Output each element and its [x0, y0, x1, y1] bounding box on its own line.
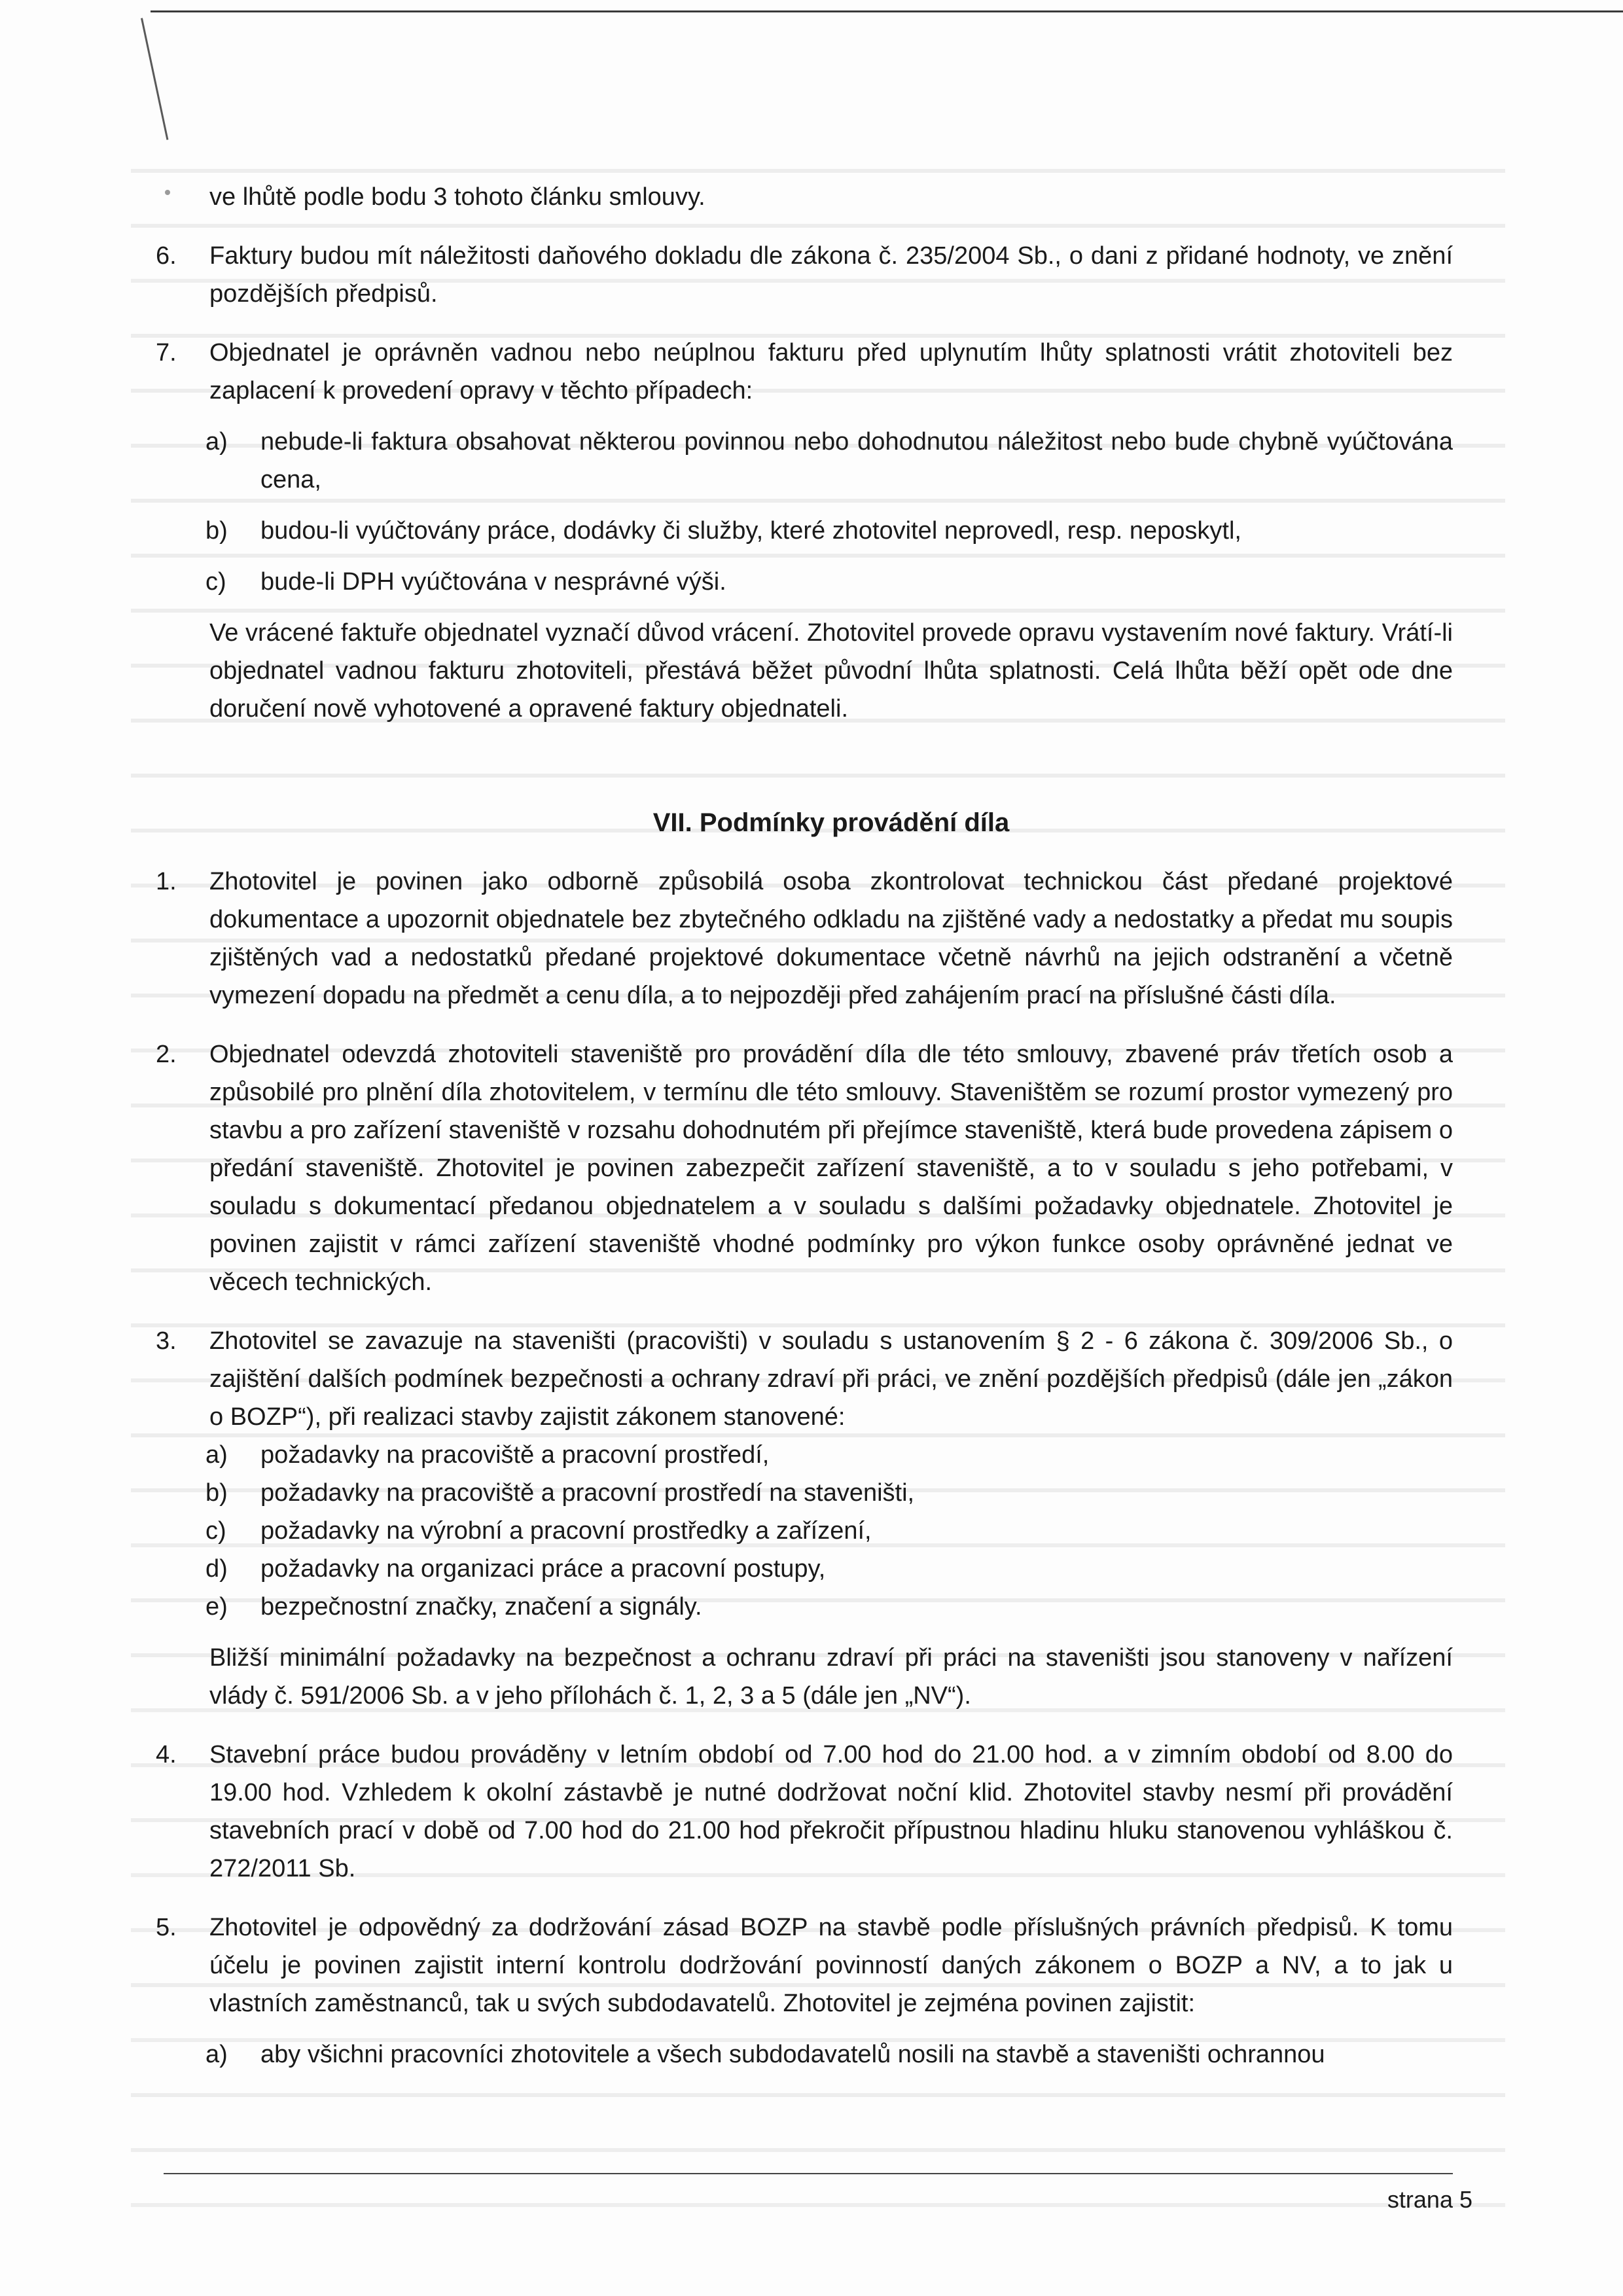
clause-vii-4 — [156, 1736, 1453, 1888]
section-heading: VII. Podmínky provádění díla — [652, 808, 1010, 837]
sub-label: d) — [205, 1555, 228, 1583]
clause-3-sub-e — [164, 1588, 1453, 1626]
clause-text: Zhotovitel je odpovědný za dodržování zásad BOZP na stavbě podle příslušných právních předpisů. K tomu účelu je povinen zajistit interní kontrolu dodržování povinností daných zákonem o BOZP a NV, a to jak u vlastních zaměstnanců, tak u svých subdodavatelů. Zhotovitel je zejména povinen zajistit: — [209, 1914, 1453, 2017]
clause-text: Zhotovitel se zavazuje na staveništi (pracovišti) v souladu s ustanovením § 2 - 6 zákona č. 309/2006 Sb., o zajištění dalších podmínek bezpečnosti a ochrany zdraví při práci, ve znění pozdějších předpisů (dále jen „zákon o BOZP“), při realizaci stavby zajistit zákonem stanovené: — [209, 1327, 1453, 1431]
clause-number: 1. — [156, 868, 177, 895]
sub-text: budou-li vyúčtovány práce, dodávky či služby, které zhotovitel neprovedl, resp. neposkytl, — [260, 517, 1241, 545]
sub-text: požadavky na výrobní a pracovní prostředky a zařízení, — [260, 1517, 872, 1545]
sub-label: b) — [205, 1479, 228, 1507]
document-body — [156, 178, 1453, 2073]
sub-label: c) — [205, 568, 226, 596]
clause-text: Objednatel je oprávněn vadnou nebo neúplnou fakturu před uplynutím lhůty splatnosti vrátit zhotoviteli bez zaplacení k provedení opravy v těchto případech: — [209, 339, 1453, 404]
footer-rule — [164, 2173, 1453, 2174]
clause-7-sub-c — [164, 563, 1453, 601]
clause-text: Faktury budou mít náležitosti daňového dokladu dle zákona č. 235/2004 Sb., o dani z přidané hodnoty, ve znění pozdějších předpisů. — [209, 242, 1453, 308]
sub-text: požadavky na pracoviště a pracovní prostředí na staveništi, — [260, 1479, 915, 1507]
sub-label: a) — [205, 1441, 228, 1469]
sub-label: b) — [205, 517, 228, 545]
clause-5-sub-a — [164, 2036, 1453, 2073]
clause-vii-5 — [156, 1909, 1453, 2022]
scan-edge-left — [141, 18, 168, 139]
clause-text: Zhotovitel je povinen jako odborně způsobilá osoba zkontrolovat technickou část předané projektové dokumentace a upozornit objednatele bez zbytečného odkladu na zjištěné vady a nedostatky a předat mu soupis zjištěných vad a nedostatků předané projektové dokumentace včetně návrhů na jejich odstranění a včetně vymezení dopadu na předmět a cenu díla, a to nejpozději před zahájením prací na příslušné části díla. — [209, 868, 1453, 1009]
sub-text: bezpečnostní značky, značení a signály. — [260, 1593, 702, 1621]
sub-text: bude-li DPH vyúčtována v nesprávné výši. — [260, 568, 726, 596]
clause-7-sub-b — [164, 512, 1453, 550]
clause-vii-2 — [156, 1035, 1453, 1301]
sub-label: a) — [205, 428, 228, 456]
clause-7-sub-a — [164, 423, 1453, 499]
clause-3-paragraph: Bližší minimální požadavky na bezpečnost a ochranu zdraví při práci na staveništi jsou stanoveny v nařízení vlády č. 591/2006 Sb. a v jeho přílohách č. 1, 2, 3 a 5 (dále jen „NV“). — [209, 1644, 1453, 1710]
sub-text: požadavky na organizaci práce a pracovní postupy, — [260, 1555, 826, 1583]
clause-7-paragraph: Ve vrácené faktuře objednatel vyznačí důvod vrácení. Zhotovitel provede opravu vystavením nové faktury. Vrátí-li objednatel vadnou fakturu zhotoviteli, přestává běžet původní lhůta splatnosti. Celá lhůta běží opět ode dne doručení nově vyhotovené a opravené faktury objednateli. — [209, 619, 1453, 723]
clause-3-sub-b — [164, 1474, 1453, 1512]
clause-number: 4. — [156, 1741, 177, 1768]
clause-number: 3. — [156, 1327, 177, 1355]
clause-number: 6. — [156, 242, 177, 270]
sub-label: e) — [205, 1593, 228, 1621]
clause-3-sub-c — [164, 1512, 1453, 1550]
clause-text: Stavební práce budou prováděny v letním období od 7.00 hod do 21.00 hod. a v zimním období od 8.00 do 19.00 hod. Vzhledem k okolní zástavbě je nutné dodržovat noční klid. Zhotovitel stavby nesmí při provádění stavebních prací v době od 7.00 hod do 21.00 hod překročit přípustnou hladinu hluku stanovenou vyhláškou č. 272/2011 Sb. — [209, 1741, 1453, 1882]
clause-number: 7. — [156, 339, 177, 367]
scan-edge-top — [151, 10, 1623, 12]
clause-3-sub-d — [164, 1550, 1453, 1588]
clause-vii-3 — [156, 1322, 1453, 1436]
sub-label: a) — [205, 2041, 228, 2068]
clause-3-sub-a — [164, 1436, 1453, 1474]
page-number: strana 5 — [1387, 2186, 1472, 2213]
clause-6 — [156, 237, 1453, 313]
clause-number: 5. — [156, 1914, 177, 1941]
sub-text: požadavky na pracoviště a pracovní prostředí, — [260, 1441, 770, 1469]
sub-text: aby všichni pracovníci zhotovitele a všech subdodavatelů nosili na stavbě a staveništi ochrannou — [260, 2041, 1325, 2068]
clause-7 — [156, 334, 1453, 410]
clause-vii-1 — [156, 863, 1453, 1014]
sub-label: c) — [205, 1517, 226, 1545]
intro-line: ve lhůtě podle bodu 3 tohoto článku smlouvy. — [209, 183, 705, 211]
clause-number: 2. — [156, 1041, 177, 1068]
clause-text: Objednatel odevzdá zhotoviteli staveniště pro provádění díla dle této smlouvy, zbavené práv třetích osob a způsobilé pro plnění díla zhotovitelem, v termínu dle této smlouvy. Staveništěm se rozumí prostor vymezený pro stavbu a pro zařízení staveniště v rozsahu dohodnutém při přejímce staveniště, která bude provedena zápisem o předání staveniště. Zhotovitel je povinen zabezpečit zařízení staveniště, a to v souladu s jeho potřebami, v souladu s dokumentací předanou objednatelem a v souladu s dalšími požadavky objednatele. Zhotovitel je povinen zajistit v rámci zařízení staveniště vhodné podmínky pro výkon funkce osoby oprávněné jednat ve věcech technických. — [209, 1041, 1453, 1296]
sub-text: nebude-li faktura obsahovat některou povinnou nebo dohodnutou náležitost nebo bude chybně vyúčtována cena, — [260, 428, 1453, 493]
